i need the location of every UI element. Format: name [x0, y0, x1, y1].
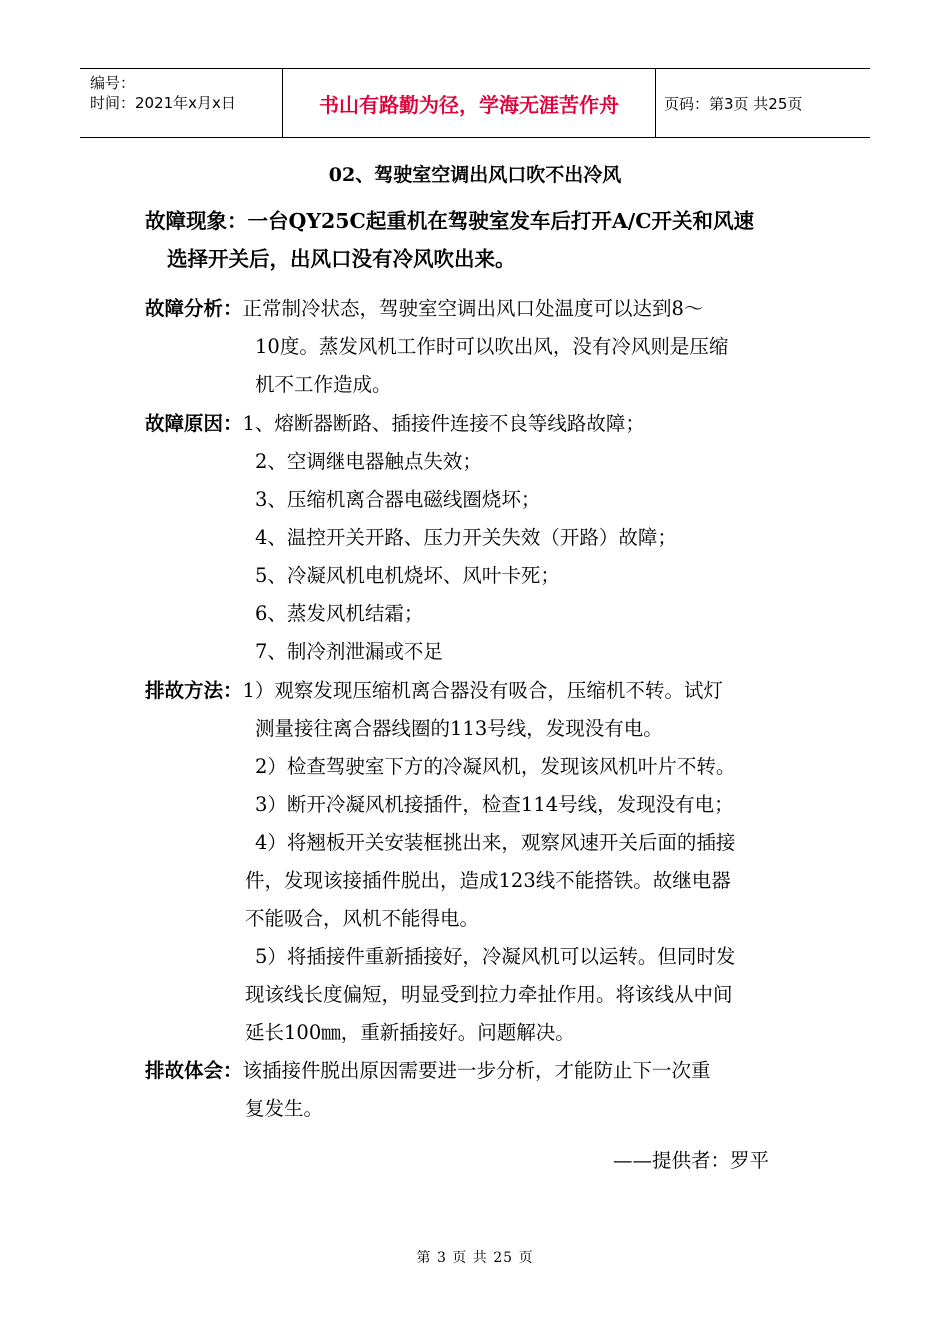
cause-item: 2、空调继电器触点失效；	[255, 450, 482, 473]
number-label: 编号：	[90, 74, 136, 92]
method-line: 现该线长度偏短，明显受到拉力牵扯作用。将该线从中间	[245, 983, 733, 1006]
analysis-line-1: 正常制冷状态，驾驶室空调出风口处温度可以达到8～	[242, 297, 704, 320]
method-line: 测量接往离合器线圈的113号线，发现没有电。	[255, 717, 663, 740]
cause-item: 5、冷凝风机电机烧坏、风叶卡死；	[255, 564, 560, 587]
method-line: 5）将插接件重新插接好，冷凝风机可以运转。但同时发	[255, 945, 736, 968]
experience-line-1: 该插接件脱出原因需要进一步分析，才能防止下一次重	[242, 1059, 711, 1082]
analysis-line-2: 10度。蒸发风机工作时可以吹出风，没有冷风则是压缩	[255, 335, 729, 358]
experience-line-2: 复发生。	[245, 1097, 324, 1120]
fault-phenomenon	[145, 202, 754, 278]
provider-credit: ——提供者：罗平	[613, 1149, 770, 1172]
fault-analysis	[145, 290, 728, 404]
header-motto: 书山有路勤为径，学海无涯苦作舟	[282, 69, 656, 137]
troubleshooting-experience	[145, 1052, 711, 1128]
causes-label: 故障原因：	[145, 412, 243, 435]
page-footer: 第 3 页 共 25 页	[416, 1250, 534, 1266]
time-label: 时间：2021年x月x日	[90, 94, 236, 112]
cause-item: 1、熔断器断路、插接件连接不良等线路故障；	[242, 412, 645, 435]
method-line: 2）检查驾驶室下方的冷凝风机，发现该风机叶片不转。	[255, 755, 736, 778]
header-meta	[80, 69, 282, 137]
phenomenon-line-2: 选择开关后，出风口没有冷风吹出来。	[167, 247, 516, 271]
method-line: 4）将翘板开关安装框挑出来，观察风速开关后面的插接	[255, 831, 736, 854]
method-line: 不能吸合，风机不能得电。	[245, 907, 480, 930]
cause-item: 7、制冷剂泄漏或不足	[255, 640, 443, 663]
phenomenon-label: 故障现象：	[145, 209, 248, 233]
header-page-info: 页码：第3页 共25页	[664, 94, 803, 113]
cause-item: 3、压缩机离合器电磁线圈烧坏；	[255, 488, 541, 511]
cause-item: 6、蒸发风机结霜；	[255, 602, 424, 625]
section-title: 02、驾驶室空调出风口吹不出冷风	[328, 164, 622, 186]
page-header	[80, 68, 870, 138]
method-line: 3）断开冷凝风机接插件，检查114号线，发现没有电；	[255, 793, 734, 816]
experience-label: 排故体会：	[145, 1059, 243, 1082]
method-label: 排故方法：	[145, 679, 243, 702]
troubleshooting-method	[145, 672, 735, 1052]
phenomenon-line-1: 一台QY25C起重机在驾驶室发车后打开A/C开关和风速	[247, 209, 755, 233]
method-line: 延长100㎜，重新插接好。问题解决。	[245, 1021, 575, 1044]
method-line: 件，发现该接插件脱出，造成123线不能搭铁。故继电器	[245, 869, 731, 892]
fault-causes	[145, 405, 677, 671]
analysis-line-3: 机不工作造成。	[255, 373, 392, 396]
analysis-label: 故障分析：	[145, 297, 243, 320]
method-line: 1）观察发现压缩机离合器没有吸合，压缩机不转。试灯	[242, 679, 723, 702]
cause-item: 4、温控开关开路、压力开关失效（开路）故障；	[255, 526, 677, 549]
